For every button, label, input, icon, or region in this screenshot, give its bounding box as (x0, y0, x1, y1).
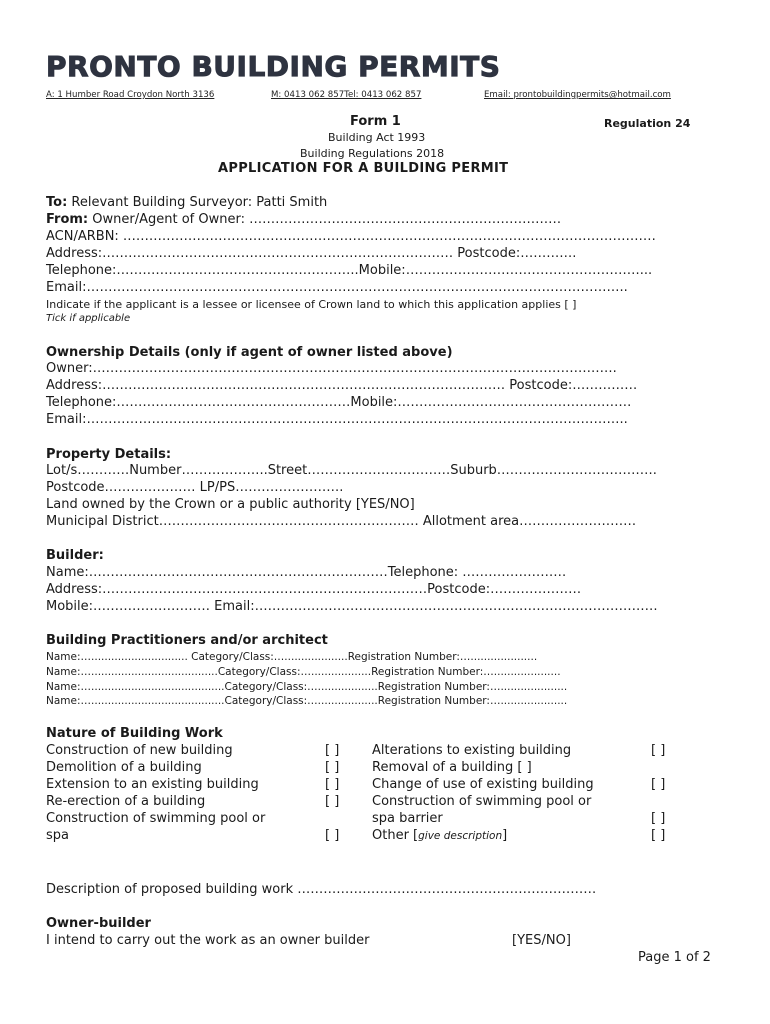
applicant-address-field[interactable]: Address:……………………………………………………………………… Postcode:…………. (46, 246, 577, 261)
work-type-checkbox[interactable]: [ ] (651, 743, 666, 758)
builder-name-field[interactable]: Name:……………………………………………………………Telephone: …………………… (46, 565, 567, 580)
from-label: From: (46, 212, 89, 227)
work-type-checkbox[interactable]: [ ] (651, 777, 666, 792)
practitioner-row[interactable]: Name:…............................. Category/Class:…...................Registration Number:….................... (46, 651, 538, 663)
to-line (46, 195, 327, 210)
form-number: Form 1 (350, 114, 401, 129)
work-type-label: Construction of new building (46, 743, 233, 758)
practitioner-row[interactable]: Name:…........................................Category/Class:…..................Registration Number:….................... (46, 681, 568, 693)
property-heading: Property Details: (46, 447, 172, 462)
other-description-field[interactable]: give description (418, 830, 503, 842)
to-value: Relevant Building Surveyor: Patti Smith (67, 195, 328, 210)
work-type-label: Re-erection of a building (46, 794, 206, 809)
description-field[interactable]: Description of proposed building work …………………………………………………………… (46, 882, 597, 897)
ownership-heading: Ownership Details (only if agent of owner listed above) (46, 345, 453, 360)
company-email[interactable]: Email: prontobuildingpermits@hotmail.com (484, 90, 671, 100)
postcode-lpps-field[interactable]: Postcode………………… LP/PS……………………. (46, 480, 344, 495)
work-type-label: Extension to an existing building (46, 777, 259, 792)
company-phones: M: 0413 062 857Tel: 0413 062 857 (271, 90, 422, 100)
page-title: APPLICATION FOR A BUILDING PERMIT (218, 161, 509, 176)
owner-builder-statement: I intend to carry out the work as an owner builder (46, 933, 370, 948)
applicant-email-field[interactable]: Email:…………………………………………………………………………………………………………….. (46, 280, 628, 295)
lot-street-field[interactable]: Lot/s…………Number………………..Street……………………………Suburb………………………………. (46, 463, 657, 478)
builder-heading: Builder: (46, 548, 104, 563)
from-field[interactable]: Owner/Agent of Owner: ……………………………………………………………… (88, 212, 562, 227)
work-type-label: Construction of swimming pool or (46, 811, 266, 826)
other-work-line (372, 828, 507, 843)
practitioner-row[interactable]: Name:…......................................Category/Class:…..................Registration Number:….................... (46, 666, 561, 678)
practitioners-heading: Building Practitioners and/or architect (46, 633, 328, 648)
owner-builder-choice[interactable]: [YES/NO] (512, 933, 571, 948)
work-type-label: spa (46, 828, 69, 843)
nature-heading: Nature of Building Work (46, 726, 223, 741)
page-number: Page 1 of 2 (638, 950, 711, 965)
applicant-telephone-field[interactable]: Telephone:………………………………………………..Mobile:………………………………………………... (46, 263, 653, 278)
work-type-checkbox[interactable]: [ ] (651, 811, 666, 826)
from-line[interactable] (46, 212, 561, 227)
work-type-label: Alterations to existing building (372, 743, 572, 758)
builder-contact-line[interactable] (46, 599, 658, 614)
company-address: A: 1 Humber Road Croydon North 3136 (46, 90, 215, 100)
owner-field[interactable]: Owner:…………………………………………………………………………………………………………. (46, 361, 617, 376)
work-type-checkbox[interactable]: [ ] (651, 828, 666, 843)
builder-address-field[interactable]: Address:…………………………………………………………………Postcode:………………… (46, 582, 582, 597)
work-type-label: Other [ (372, 828, 419, 843)
regulation-label: Regulation 24 (604, 117, 691, 130)
owner-builder-heading: Owner-builder (46, 916, 151, 931)
work-type-label: spa barrier (372, 811, 443, 826)
regulations-label: Building Regulations 2018 (300, 147, 445, 160)
work-type-checkbox[interactable]: [ ] (325, 743, 340, 758)
practitioner-row[interactable]: Name:…........................................Category/Class:…..................Registration Number:….................... (46, 695, 568, 707)
work-type-checkbox[interactable]: [ ] (325, 760, 340, 775)
work-type-label: Construction of swimming pool or (372, 794, 592, 809)
crown-owned-field[interactable]: Land owned by the Crown or a public authority [YES/NO] (46, 497, 415, 512)
act-label: Building Act 1993 (328, 131, 426, 144)
builder-mobile-field[interactable]: Mobile:……………………… (46, 599, 211, 614)
work-type-checkbox[interactable]: [ ] (325, 777, 340, 792)
work-type-label: Change of use of existing building (372, 777, 594, 792)
municipal-district-field[interactable]: Municipal District…………………………………………………… Allotment area……………………… (46, 514, 637, 529)
owner-email-field[interactable]: Email:…………………………………………………………………………………………………………….. (46, 412, 628, 427)
crown-land-checkbox[interactable]: Indicate if the applicant is a lessee or licensee of Crown land to which this application applies [ ] (46, 298, 577, 311)
acn-field[interactable]: ACN/ARBN: …………………………………………………………………………………………………………… (46, 229, 656, 244)
owner-address-field[interactable]: Address:………………………………………………………………………………… Postcode:…………… (46, 378, 638, 393)
work-type-checkbox[interactable]: Removal of a building [ ] (372, 760, 532, 775)
to-label: To: (46, 195, 68, 210)
tick-hint: Tick if applicable (46, 313, 131, 324)
work-type-checkbox[interactable]: [ ] (325, 828, 340, 843)
work-type-label: Demolition of a building (46, 760, 202, 775)
builder-email-field[interactable]: Email:………………………………………………………………………………… (210, 599, 658, 614)
work-type-checkbox[interactable]: [ ] (325, 794, 340, 809)
company-logo: PRONTO BUILDING PERMITS (46, 50, 501, 83)
bracket-close: ] (502, 828, 508, 843)
owner-telephone-field[interactable]: Telephone:………………………………………………Mobile:……………………………………………… (46, 395, 632, 410)
